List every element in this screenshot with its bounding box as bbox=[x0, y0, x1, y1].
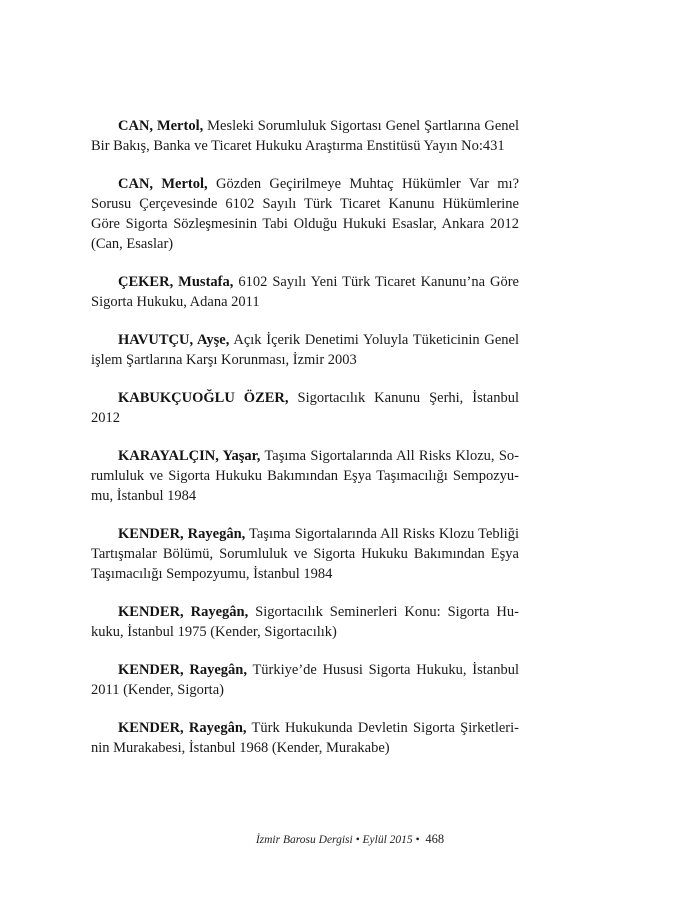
entry-author: KENDER, Rayegân, bbox=[118, 720, 247, 736]
bibliography-entry bbox=[91, 446, 519, 506]
bibliography-list bbox=[91, 116, 519, 776]
bibliography-entry bbox=[91, 272, 519, 312]
entry-author: KENDER, Rayegân, bbox=[118, 604, 249, 620]
bibliography-entry bbox=[91, 602, 519, 642]
entry-text: Sigortacılık Seminerleri Konu: Sigorta Hukuku, İstanbul 1975 (Kender, Sigortacılık) bbox=[91, 604, 519, 640]
entry-author: KENDER, Rayegân, bbox=[118, 662, 247, 678]
bibliography-entry bbox=[91, 718, 519, 758]
bibliography-entry bbox=[91, 388, 519, 428]
bibliography-entry bbox=[91, 330, 519, 370]
bibliography-entry bbox=[91, 524, 519, 584]
entry-author: HAVUTÇU, Ayşe, bbox=[118, 332, 230, 348]
journal-name: İzmir Barosu Dergisi • Eylül 2015 • bbox=[255, 834, 420, 846]
entry-author: CAN, Mertol, bbox=[118, 118, 204, 134]
page-number: 468 bbox=[425, 832, 445, 846]
entry-text: Taşıma Sigortalarında All Risks Klozu, Sorumluluk ve Sigorta Hukuku Bakımından Eşya Taşımacılığı Sempozyumu, İstanbul 1984 bbox=[91, 448, 519, 504]
entry-text: Taşıma Sigortalarında All Risks Klozu Tebliği Tartışmalar Bölümü, Sorumluluk ve Sigorta Hukuku Bakımından Eşya Taşımacılığı Sempozyumu, İstanbul 1984 bbox=[91, 526, 519, 582]
entry-author: CAN, Mertol, bbox=[118, 176, 208, 192]
entry-author: KARAYALÇIN, Yaşar, bbox=[118, 448, 261, 464]
entry-text: Sigortacılık Kanunu Şerhi, İstanbul 2012 bbox=[91, 390, 520, 426]
entry-text: Mesleki Sorumluluk Sigortası Genel Şartlarına Genel Bir Bakış, Banka ve Ticaret Hukuku Araştırma Enstitüsü Yayın No:431 bbox=[91, 118, 519, 154]
entry-text: Gözden Geçirilmeye Muhtaç Hükümler Var mı? Sorusu Çerçevesinde 6102 Sayılı Türk Ticaret Kanunu Hükümlerine Göre Sigorta Sözleşmesinin Tabi Olduğu Hukuki Esaslar, Ankara 2012 (Can, Esaslar) bbox=[91, 176, 520, 252]
bibliography-entry bbox=[91, 174, 519, 254]
bibliography-entry bbox=[91, 116, 519, 156]
entry-author: ÇEKER, Mustafa, bbox=[118, 274, 234, 290]
entry-text: Türkiye’de Hususi Sigorta Hukuku, İstanbul 2011 (Kender, Sigorta) bbox=[91, 662, 519, 698]
page-footer bbox=[0, 832, 700, 847]
entry-text: Türk Hukukunda Devletin Sigorta Şirketlerinin Murakabesi, İstanbul 1968 (Kender, Murakabe) bbox=[91, 720, 519, 756]
entry-author: KABUKÇUOĞLU ÖZER, bbox=[118, 390, 289, 406]
entry-text: Açık İçerik Denetimi Yoluyla Tüketicinin Genel işlem Şartlarına Karşı Korunması, İzmir 2003 bbox=[91, 332, 519, 368]
entry-text: 6102 Sayılı Yeni Türk Ticaret Kanunu’na Göre Sigorta Hukuku, Adana 2011 bbox=[91, 274, 519, 310]
bibliography-entry bbox=[91, 660, 519, 700]
entry-author: KENDER, Rayegân, bbox=[118, 526, 246, 542]
